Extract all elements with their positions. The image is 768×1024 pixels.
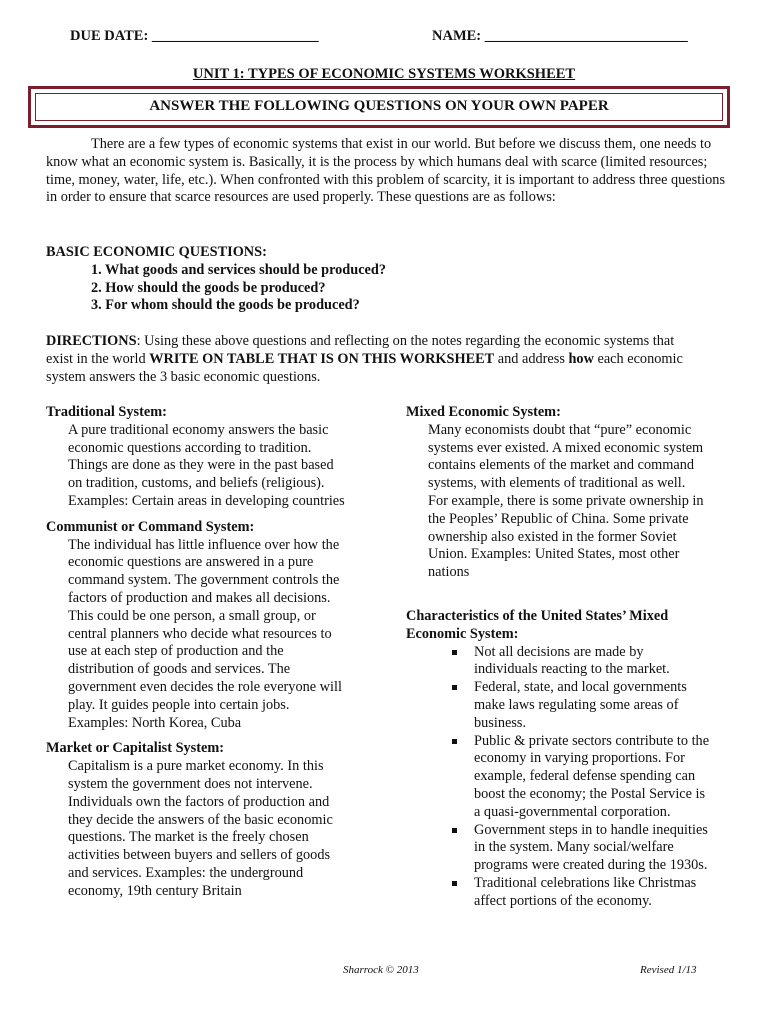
us-mixed-title <box>406 608 726 644</box>
text-line: business. <box>474 714 527 731</box>
intro-line: (limited resources; time, money, water, life, etc.). When confronted with this problem of scarcity, it is important <box>46 153 708 188</box>
us-mixed-title-line: Characteristics of the United States’ Mixed <box>406 607 669 624</box>
text-line: Federal, state, and local governments <box>474 679 687 696</box>
text-line: Examples: Certain areas in developing countries <box>68 492 345 509</box>
text-line: contains elements of the market and command <box>428 457 694 474</box>
intro-line: to address three questions in order to ensure that scarce resources are used properly. These questions are as <box>46 171 726 206</box>
market-title: Market or Capitalist System: <box>46 740 225 757</box>
text-line: Capitalism is a pure market economy. In this <box>68 758 324 775</box>
text-line: This could be one person, a small group, or <box>68 607 316 624</box>
text-line: Public & private sectors contribute to the <box>474 732 710 749</box>
intro-line: follows: <box>508 189 556 206</box>
left-column <box>46 404 366 901</box>
intro-paragraph <box>46 136 726 207</box>
text-line: in the system. Many social/welfare <box>474 839 674 856</box>
text-line: Things are done as they were in the past based <box>68 457 334 474</box>
text-line: individuals reacting to the market. <box>474 661 670 678</box>
list-item <box>452 875 726 911</box>
text-line: systems ever existed. A mixed economic system <box>428 439 704 456</box>
text-line: systems, with elements of traditional as well. <box>428 475 686 492</box>
text-line: Individuals own the factors of production and <box>68 793 330 810</box>
basic-question: 2. How should the goods be produced? <box>91 279 326 296</box>
directions-text: each economic <box>593 350 683 367</box>
text-line: example, federal defense spending can <box>474 768 696 785</box>
directions-label: DIRECTIONS <box>46 333 137 349</box>
text-line: Traditional celebrations like Christmas <box>474 874 697 891</box>
text-line: factors of production and makes all decisions. <box>68 589 331 606</box>
instruction-banner-text: ANSWER THE FOLLOWING QUESTIONS ON YOUR OWN PAPER <box>35 93 723 121</box>
basic-question: 3. For whom should the goods be produced? <box>91 297 360 314</box>
text-line: Many economists doubt that “pure” economic <box>428 421 692 438</box>
text-line: economic questions are answered in a pure <box>68 554 314 571</box>
right-column <box>406 404 726 911</box>
text-line: they decide the answers of the basic economic <box>68 811 333 828</box>
basic-question: 1. What goods and services should be produced? <box>91 261 386 278</box>
text-line: Government steps in to handle inequities <box>474 821 708 838</box>
worksheet-title-text: UNIT 1: TYPES OF ECONOMIC SYSTEMS WORKSHEET <box>192 66 576 82</box>
text-line: the Peoples’ Republic of China. Some private <box>428 510 689 527</box>
footer-revised: Revised 1/13 <box>640 964 697 976</box>
list-item <box>452 679 726 732</box>
characteristics-list <box>406 644 726 911</box>
us-mixed-title-line: Economic System: <box>406 625 519 642</box>
directions-emphasis: how <box>568 350 594 367</box>
basic-questions-heading: BASIC ECONOMIC QUESTIONS: <box>46 244 267 260</box>
text-line: programs were created during the 1930s. <box>474 857 708 874</box>
text-line: on tradition, customs, and beliefs (religious). <box>68 475 325 492</box>
traditional-body <box>46 422 366 511</box>
text-line: nations <box>428 564 470 581</box>
text-line: central planners who decide what resources to <box>68 625 332 642</box>
text-line: make laws regulating some areas of <box>474 696 679 713</box>
command-body <box>46 537 366 733</box>
text-line: A pure traditional economy answers the basic <box>68 421 329 438</box>
directions-text: and address <box>494 350 569 367</box>
text-line: government even decides the role everyone will <box>68 678 342 695</box>
directions-emphasis: WRITE ON TABLE THAT IS ON THIS WORKSHEET <box>149 350 495 367</box>
directions-text: system answers the 3 basic economic questions. <box>46 368 321 385</box>
due-date-field: DUE DATE: _______________________ <box>70 28 319 44</box>
command-title: Communist or Command System: <box>46 518 255 535</box>
text-line: and services. Examples: the underground <box>68 864 304 881</box>
traditional-title: Traditional System: <box>46 404 167 420</box>
text-line: Union. Examples: United States, most other <box>428 546 680 563</box>
list-item <box>452 733 726 822</box>
text-line: command system. The government controls the <box>68 572 340 589</box>
list-item <box>452 822 726 875</box>
mixed-body <box>406 422 726 582</box>
text-line: activities between buyers and sellers of goods <box>68 847 331 864</box>
basic-questions-section <box>46 244 726 315</box>
name-field: NAME: ____________________________ <box>432 28 688 44</box>
text-line: system the government does not intervene. <box>68 775 313 792</box>
intro-line: There are a few types of economic systems that exist in our world. But before we discuss them, one <box>91 136 661 152</box>
worksheet-title <box>0 66 768 84</box>
instruction-banner <box>28 86 730 128</box>
text-line: For example, there is some private ownership in <box>428 492 704 509</box>
text-line: The individual has little influence over how the <box>68 536 340 553</box>
mixed-title: Mixed Economic System: <box>406 404 561 420</box>
text-line: distribution of goods and services. The <box>68 661 291 678</box>
text-line: play. It guides people into certain jobs. <box>68 696 290 713</box>
text-line: boost the economy; the Postal Service is <box>474 785 706 802</box>
directions-text: exist in the world <box>46 350 150 367</box>
text-line: economy in varying proportions. For <box>474 750 685 767</box>
directions-text: : Using these above questions and reflecting on the notes regarding the economic systems that <box>136 333 675 349</box>
text-line: use at each step of production and the <box>68 643 284 660</box>
text-line: affect portions of the economy. <box>474 892 652 909</box>
text-line: a quasi-governmental corporation. <box>474 803 671 820</box>
text-line: Not all decisions are made by <box>474 643 644 660</box>
intro-line: needs to know what an economic system is. Basically, it is the process by which humans deal with scarce <box>46 136 712 170</box>
directions-paragraph <box>46 333 726 386</box>
text-line: ownership also existed in the former Soviet <box>428 528 677 545</box>
text-line: Examples: North Korea, Cuba <box>68 714 242 731</box>
text-line: questions. The market is the freely chosen <box>68 829 309 846</box>
footer-copyright: Sharrock © 2013 <box>343 964 419 976</box>
list-item <box>452 644 726 680</box>
text-line: economy, 19th century Britain <box>68 882 242 899</box>
market-body <box>46 758 366 900</box>
text-line: economic questions according to tradition. <box>68 439 312 456</box>
